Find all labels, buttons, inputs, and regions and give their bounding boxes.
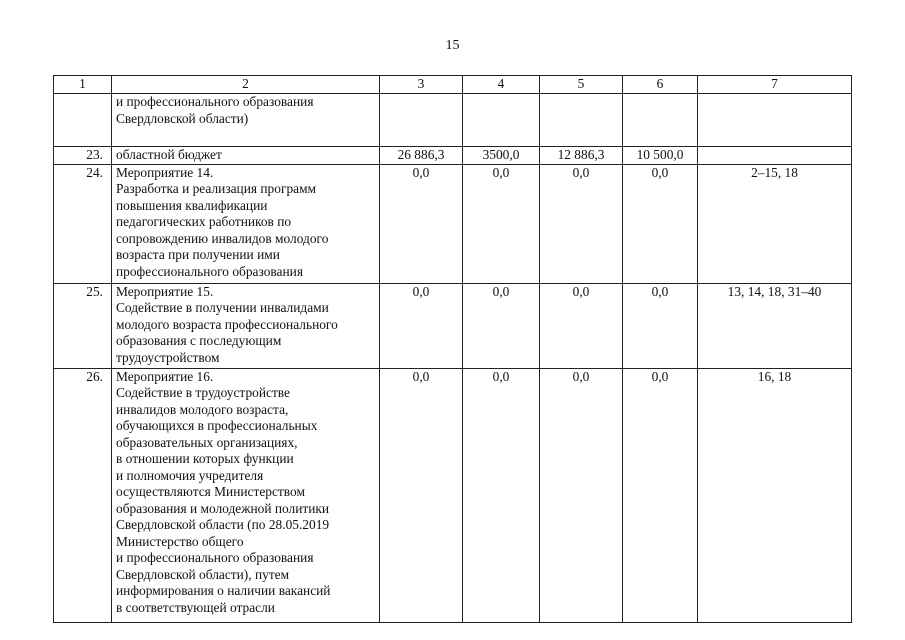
row-value-col5: 0,0 <box>540 283 623 368</box>
program-table <box>53 75 852 623</box>
row-target-indicators <box>698 94 852 147</box>
row-description-text: областной бюджет <box>116 147 222 162</box>
row-value-col5: 12 886,3 <box>540 147 623 165</box>
table-row <box>54 94 852 147</box>
table-row <box>54 164 852 283</box>
row-value-col6: 0,0 <box>623 164 698 283</box>
row-value-col3: 0,0 <box>380 368 463 622</box>
row-description <box>112 283 380 368</box>
row-value-col5 <box>540 94 623 147</box>
row-number: 24. <box>54 164 112 283</box>
header-cell-6: 6 <box>623 76 698 94</box>
row-target-indicators: 2–15, 18 <box>698 164 852 283</box>
row-target-indicators <box>698 147 852 165</box>
row-description <box>112 164 380 283</box>
header-cell-2: 2 <box>112 76 380 94</box>
row-value-col4 <box>463 94 540 147</box>
row-value-col6: 10 500,0 <box>623 147 698 165</box>
row-target-indicators: 13, 14, 18, 31–40 <box>698 283 852 368</box>
row-value-col3: 26 886,3 <box>380 147 463 165</box>
row-value-col4: 0,0 <box>463 368 540 622</box>
row-number <box>54 94 112 147</box>
row-description-text: Мероприятие 14. Разработка и реализация программ повышения квалификации педагогических работников по сопровождению инвалидов молодого возраста при получении ими профессионального образования <box>116 164 329 279</box>
row-value-col4: 3500,0 <box>463 147 540 165</box>
table-row <box>54 147 852 165</box>
row-target-indicators: 16, 18 <box>698 368 852 622</box>
table-row <box>54 368 852 622</box>
table-header-row <box>54 76 852 94</box>
row-description <box>112 94 380 147</box>
row-value-col5: 0,0 <box>540 368 623 622</box>
row-number: 23. <box>54 147 112 165</box>
row-value-col3: 0,0 <box>380 283 463 368</box>
row-description <box>112 368 380 622</box>
row-number: 25. <box>54 283 112 368</box>
header-cell-7: 7 <box>698 76 852 94</box>
row-value-col6: 0,0 <box>623 368 698 622</box>
row-number: 26. <box>54 368 112 622</box>
row-value-col6 <box>623 94 698 147</box>
row-value-col5: 0,0 <box>540 164 623 283</box>
header-cell-1: 1 <box>54 76 112 94</box>
row-value-col4: 0,0 <box>463 164 540 283</box>
row-description-text: Мероприятие 15. Содействие в получении инвалидами молодого возраста профессионального образования с последующим трудоустройством <box>116 283 338 365</box>
header-cell-5: 5 <box>540 76 623 94</box>
header-cell-3: 3 <box>380 76 463 94</box>
page-number: 15 <box>445 38 460 53</box>
row-description-text: и профессионального образования Свердловской области) <box>116 94 314 126</box>
row-description <box>112 147 380 165</box>
table-row <box>54 283 852 368</box>
row-value-col4: 0,0 <box>463 283 540 368</box>
row-value-col3 <box>380 94 463 147</box>
header-cell-4: 4 <box>463 76 540 94</box>
row-description-text: Мероприятие 16. Содействие в трудоустройстве инвалидов молодого возраста, обучающихся в профессиональных образовательных организациях, в отношении которых функции и полномочия учредителя осуществляются Министерством образования и молодежной политики Свердловской области (по 28.05.2019 Министерство общего и профессионального образования Свердловской области), путем информирования о наличии вакансий в соответствующей отрасли <box>116 368 331 615</box>
row-value-col6: 0,0 <box>623 283 698 368</box>
row-value-col3: 0,0 <box>380 164 463 283</box>
